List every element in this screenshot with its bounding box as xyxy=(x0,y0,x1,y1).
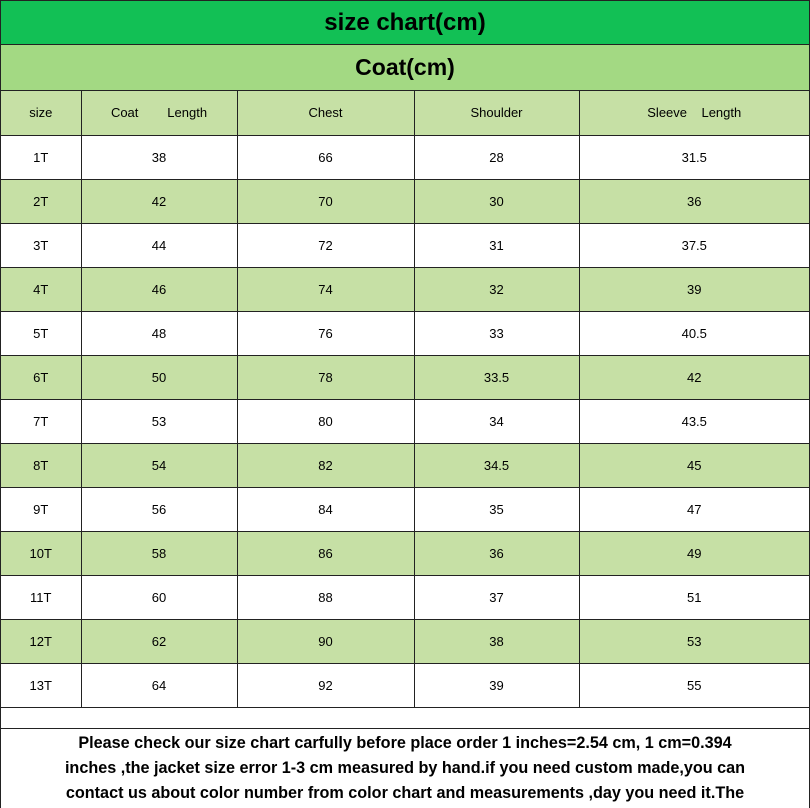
cell-coat-length: 44 xyxy=(81,223,237,267)
cell-sleeve-length: 31.5 xyxy=(579,135,809,179)
size-table xyxy=(1,91,809,708)
chart-subtitle: Coat(cm) xyxy=(1,45,809,91)
cell-shoulder: 28 xyxy=(414,135,579,179)
cell-sleeve-length: 55 xyxy=(579,663,809,707)
table-header-row xyxy=(1,91,809,135)
table-row xyxy=(1,487,809,531)
header-size: size xyxy=(1,91,81,135)
cell-size: 1T xyxy=(1,135,81,179)
cell-shoulder: 31 xyxy=(414,223,579,267)
cell-shoulder: 33 xyxy=(414,311,579,355)
cell-size: 7T xyxy=(1,399,81,443)
table-row xyxy=(1,135,809,179)
cell-chest: 92 xyxy=(237,663,414,707)
table-row xyxy=(1,443,809,487)
cell-size: 2T xyxy=(1,179,81,223)
cell-chest: 84 xyxy=(237,487,414,531)
cell-chest: 86 xyxy=(237,531,414,575)
cell-size: 11T xyxy=(1,575,81,619)
cell-chest: 88 xyxy=(237,575,414,619)
cell-sleeve-length: 51 xyxy=(579,575,809,619)
table-row xyxy=(1,619,809,663)
table-row xyxy=(1,223,809,267)
cell-sleeve-length: 40.5 xyxy=(579,311,809,355)
cell-chest: 82 xyxy=(237,443,414,487)
header-shoulder: Shoulder xyxy=(414,91,579,135)
cell-chest: 76 xyxy=(237,311,414,355)
cell-size: 12T xyxy=(1,619,81,663)
cell-shoulder: 32 xyxy=(414,267,579,311)
cell-sleeve-length: 43.5 xyxy=(579,399,809,443)
cell-coat-length: 50 xyxy=(81,355,237,399)
cell-coat-length: 54 xyxy=(81,443,237,487)
size-note xyxy=(1,728,809,808)
table-row xyxy=(1,399,809,443)
cell-size: 6T xyxy=(1,355,81,399)
cell-sleeve-length: 42 xyxy=(579,355,809,399)
cell-size: 4T xyxy=(1,267,81,311)
cell-shoulder: 37 xyxy=(414,575,579,619)
table-row xyxy=(1,311,809,355)
cell-shoulder: 34.5 xyxy=(414,443,579,487)
cell-coat-length: 46 xyxy=(81,267,237,311)
table-row xyxy=(1,355,809,399)
cell-sleeve-length: 39 xyxy=(579,267,809,311)
header-sleeve-length: Sleeve Length xyxy=(579,91,809,135)
cell-coat-length: 56 xyxy=(81,487,237,531)
cell-chest: 72 xyxy=(237,223,414,267)
cell-size: 9T xyxy=(1,487,81,531)
cell-sleeve-length: 53 xyxy=(579,619,809,663)
header-coat-length: Coat Length xyxy=(81,91,237,135)
note-line: inches ,the jacket size error 1-3 cm measured by hand.if you need custom made,you can xyxy=(64,759,746,777)
cell-coat-length: 60 xyxy=(81,575,237,619)
cell-shoulder: 39 xyxy=(414,663,579,707)
cell-size: 8T xyxy=(1,443,81,487)
cell-chest: 80 xyxy=(237,399,414,443)
cell-sleeve-length: 36 xyxy=(579,179,809,223)
table-row xyxy=(1,267,809,311)
table-row xyxy=(1,575,809,619)
note-line: contact us about color number from color chart and measurements ,day you need it.The xyxy=(65,784,745,802)
cell-coat-length: 48 xyxy=(81,311,237,355)
cell-coat-length: 38 xyxy=(81,135,237,179)
chart-title: size chart(cm) xyxy=(1,0,809,45)
cell-shoulder: 36 xyxy=(414,531,579,575)
cell-coat-length: 64 xyxy=(81,663,237,707)
table-row xyxy=(1,179,809,223)
cell-size: 13T xyxy=(1,663,81,707)
header-chest: Chest xyxy=(237,91,414,135)
table-row xyxy=(1,531,809,575)
cell-coat-length: 62 xyxy=(81,619,237,663)
cell-size: 10T xyxy=(1,531,81,575)
cell-chest: 66 xyxy=(237,135,414,179)
cell-sleeve-length: 45 xyxy=(579,443,809,487)
cell-sleeve-length: 47 xyxy=(579,487,809,531)
cell-shoulder: 34 xyxy=(414,399,579,443)
table-row xyxy=(1,663,809,707)
cell-sleeve-length: 37.5 xyxy=(579,223,809,267)
cell-coat-length: 53 xyxy=(81,399,237,443)
cell-size: 5T xyxy=(1,311,81,355)
cell-chest: 70 xyxy=(237,179,414,223)
cell-chest: 90 xyxy=(237,619,414,663)
cell-coat-length: 58 xyxy=(81,531,237,575)
note-line: Please check our size chart carfully before place order 1 inches=2.54 cm, 1 cm=0.394 xyxy=(78,734,732,752)
cell-coat-length: 42 xyxy=(81,179,237,223)
cell-chest: 74 xyxy=(237,267,414,311)
cell-size: 3T xyxy=(1,223,81,267)
cell-shoulder: 35 xyxy=(414,487,579,531)
cell-shoulder: 30 xyxy=(414,179,579,223)
cell-shoulder: 33.5 xyxy=(414,355,579,399)
cell-sleeve-length: 49 xyxy=(579,531,809,575)
cell-shoulder: 38 xyxy=(414,619,579,663)
cell-chest: 78 xyxy=(237,355,414,399)
